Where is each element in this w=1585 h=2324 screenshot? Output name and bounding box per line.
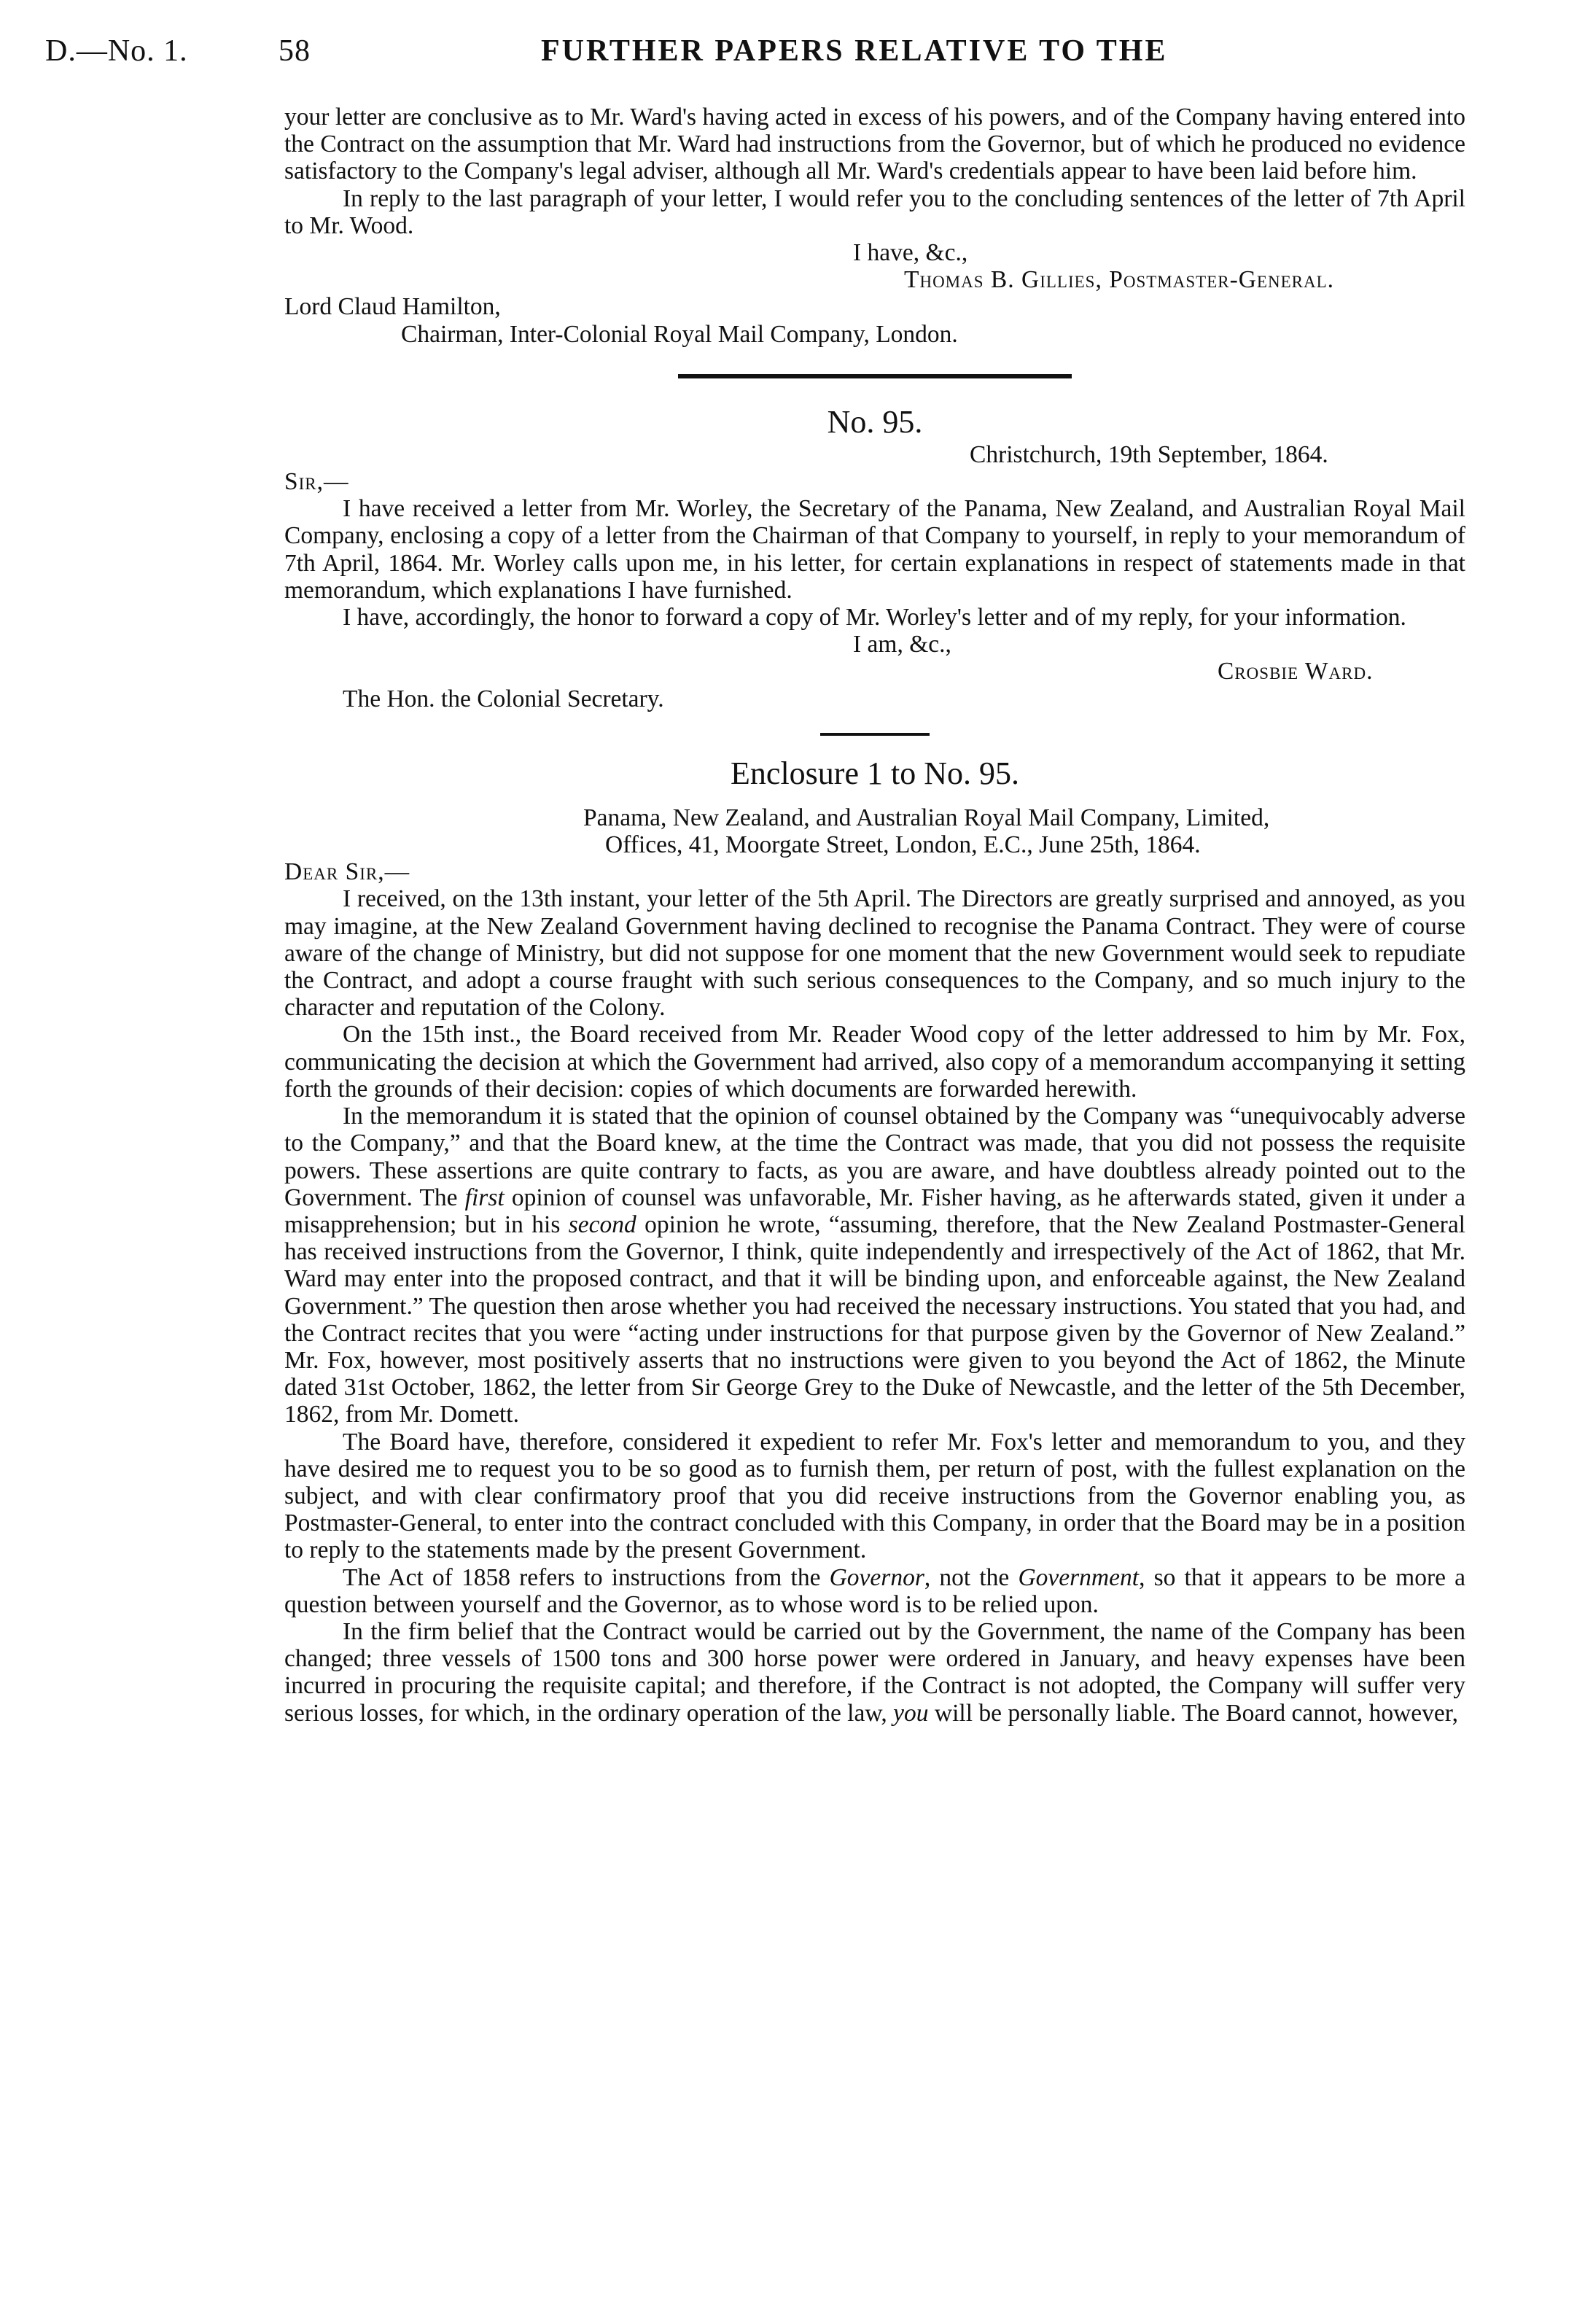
enclosure-paragraph-2: On the 15th inst., the Board received from Mr. Reader Wood copy of the letter addressed to him by Mr. Fox, communicating the decision at which the Government had arrived, also copy of a memorandum accompanying it setting forth the grounds of their decision: copies of which documents are forwarded herewith. (284, 1021, 1465, 1103)
running-head (45, 34, 1540, 77)
enclosure-salutation: Dear Sir,— (284, 858, 410, 886)
prev-letter-paragraph-2: In reply to the last paragraph of your letter, I would refer you to the concluding sentences of the letter of 7th April to Mr. Wood. (284, 184, 1465, 239)
enclosure-paragraph-3: In the memorandum it is stated that the opinion of counsel obtained by the Company was “unequivocably adverse to the Company,” and that the Board knew, at the time the Contract was made, that you did not possess the requisite powers. These assertions are quite contrary to facts, as you are aware, and have doubtless already pointed out to the Government. The first opinion of counsel was unfavorable, Mr. Fisher having, as he afterwards stated, given it under a misapprehension; but in his second opinion he wrote, “assuming, therefore, that the New Zealand Postmaster-General has received instructions from the Governor, I think, quite independently and irrespectively of the Act of 1862, that Mr. Ward may enter into the proposed contract, and that it will be binding upon, and enforceable against, the New Zealand Government.” The question then arose whether you had received the necessary instructions. You stated that you had, and the Contract recites that you were “acting under instructions for that purpose given by the Governor of New Zealand.” Mr. Fox, however, most positively asserts that no instructions were given to you beyond the Act of 1862, the Minute dated 31st October, 1862, the letter from Sir George Grey to the Duke of Newcastle, and the letter of the 5th December, 1862, from Mr. Domett. (284, 1103, 1465, 1429)
document-number: D.—No. 1. (45, 34, 188, 68)
page-body (284, 104, 1465, 1727)
prev-letter-signature: Thomas B. Gillies, Postmaster-General. (904, 266, 1335, 294)
enclosure-paragraph-5: The Act of 1858 refers to instructions from the Governor, not the Government, so that it appears to be more a question between yourself and the Governor, as to whose word is to be relied upon. (284, 1563, 1466, 1618)
enclosure-address-line1: Panama, New Zealand, and Australian Royal Mail Company, Limited, (583, 804, 1270, 831)
letter-paragraph: I have received a letter from Mr. Worley, the Secretary of the Panama, New Zealand, and Australian Royal Mail Company, enclosing a copy of a letter from the Chairman of that Company to yourself, in reply to your memorandum of 7th April, 1864. Mr. Worley calls upon me, in his letter, for certain explanations in respect of statements made in that memorandum, which explanations I have furnished. (284, 495, 1465, 604)
prev-letter-paragraph: your letter are conclusive as to Mr. Ward's having acted in excess of his powers, and of the Company having entered into the Contract on the assumption that Mr. Ward had instructions from the Governor, but of which he produced no evidence satisfactory to the Company's legal adviser, although all Mr. Ward's credentials appear to have been laid before him. (284, 104, 1465, 185)
prev-letter-closing: I have, &c., (853, 239, 968, 267)
enclosure-heading: Enclosure 1 to No. 95. (731, 755, 1019, 791)
page-number: 58 (279, 34, 311, 68)
letter-heading-no95: No. 95. (827, 403, 923, 440)
letter-dateline: Christchurch, 19th September, 1864. (970, 440, 1328, 468)
enclosure-paragraph-6: In the firm belief that the Contract would be carried out by the Government, the name of the Company has been changed; three vessels of 1500 tons and 300 horse power were ordered in January, and heavy expenses have been incurred in procuring the requisite capital; and therefore, if the Contract is not adopted, the Company will suffer very serious losses, for which, in the ordinary operation of the law, you will be personally liable. The Board cannot, however, (284, 1617, 1465, 1727)
enclosure-paragraph-4: The Board have, therefore, considered it expedient to refer Mr. Fox's letter and memorandum to you, and they have desired me to request you to be so good as to furnish them, per return of post, with the fullest explanation on the subject, and with clear confirmatory proof that you did receive instructions from the Governor enabling you, as Postmaster-General, to enter into the contract concluded with this Company, in order that the Board may be in a position to reply to the statements made by the present Government. (284, 1428, 1465, 1564)
letter-addressee: The Hon. the Colonial Secretary. (343, 685, 664, 712)
enclosure-address-line2: Offices, 41, Moorgate Street, London, E.C., June 25th, 1864. (605, 831, 1201, 859)
letter-closing: I am, &c., (853, 631, 951, 658)
letter-signature: Crosbie Ward. (1218, 658, 1374, 685)
prev-letter-addressee-title: Chairman, Inter-Colonial Royal Mail Company, London. (401, 320, 958, 348)
letter-salutation: Sir,— (284, 468, 349, 496)
running-title: FURTHER PAPERS RELATIVE TO THE (541, 34, 1168, 68)
prev-letter-addressee-name: Lord Claud Hamilton, (284, 293, 501, 321)
enclosure-paragraph-1: I received, on the 13th instant, your letter of the 5th April. The Directors are greatly surprised and annoyed, as you may imagine, at the New Zealand Government having declined to recognise the Panama Contract. They were of course aware of the change of Ministry, but did not suppose for one moment that the new Government would seek to repudiate the Contract, and adopt a course fraught with such serious consequences to the Company, and so much injury to the character and reputation of the Colony. (284, 885, 1465, 1022)
letter-paragraph-2: I have, accordingly, the honor to forward a copy of Mr. Worley's letter and of my reply, for your information. (343, 604, 1406, 631)
